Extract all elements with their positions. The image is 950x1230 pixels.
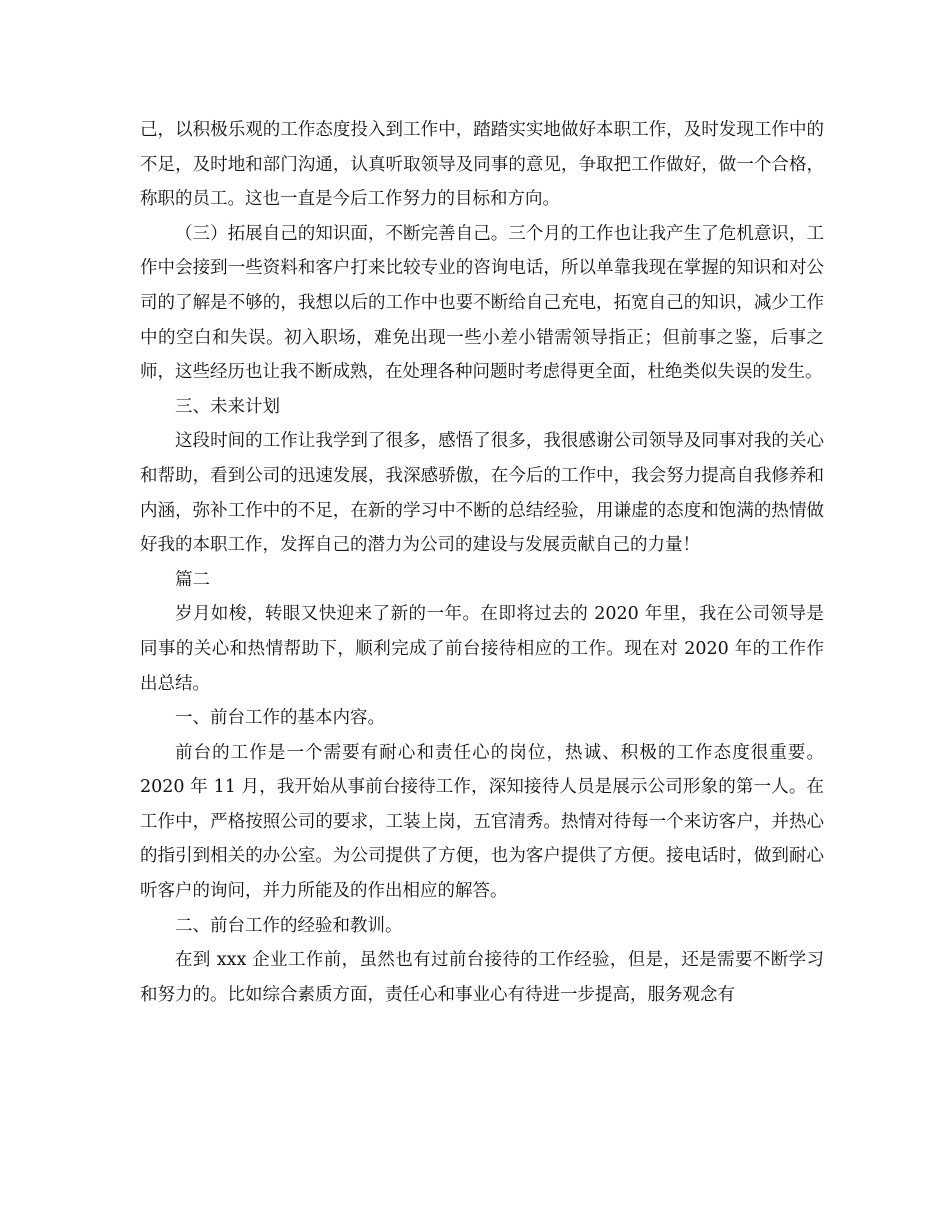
paragraph-continuation: 己，以积极乐观的工作态度投入到工作中，踏踏实实地做好本职工作，及时发现工作中的不足，及时地和部门沟通，认真听取领导及同事的意见，争取把工作做好，做一个合格，称职的员工。这也一直是今后工作努力的目标和方向。 — [140, 120, 824, 210]
paragraph-experience: 在到 xxx 企业工作前，虽然也有过前台接待的工作经验，但是，还是需要不断学习和努力的。比如综合素质方面，责任心和事业心有待进一步提高，服务观念有 — [140, 950, 824, 1005]
paragraph-year-summary: 岁月如梭，转眼又快迎来了新的一年。在即将过去的 2020 年里，我在公司领导是同事的关心和热情帮助下，顺利完成了前台接待相应的工作。现在对 2020 年的工作作出总结。 — [140, 604, 824, 694]
section-heading-experience: 二、前台工作的经验和教训。 — [175, 915, 403, 936]
paragraph-expand-knowledge: （三）拓展自己的知识面，不断完善自己。三个月的工作也让我产生了危机意识，工作中会接到一些资料和客户打来比较专业的咨询电话，所以单靠我现在掌握的知识和对公司的了解是不够的，我想以后的工作中也要不断给自己充电，拓宽自己的知识，减少工作中的空白和失误。初入职场，难免出现一些小差小错需领导指正；但前事之鉴，后事之师，这些经历也让我不断成熟，在处理各种问题时考虑得更全面，杜绝类似失误的发生。 — [140, 223, 824, 383]
section-heading-part-two: 篇二 — [175, 569, 210, 590]
section-heading-future-plan: 三、未来计划 — [175, 396, 280, 417]
paragraph-basic-content: 前台的工作是一个需要有耐心和责任心的岗位，热诚、积极的工作态度很重要。2020 年 11 月，我开始从事前台接待工作，深知接待人员是展示公司形象的第一人。在工作中，严格按照公司的要求，工装上岗，五官清秀。热情对待每一个来访客户，并热心的指引到相关的办公室。为公司提供了方便，也为客户提供了方便。接电话时，做到耐心听客户的询问，并力所能及的作出相应的解答。 — [140, 742, 824, 902]
section-heading-basic-content: 一、前台工作的基本内容。 — [175, 708, 385, 729]
document-body — [140, 113, 824, 1012]
paragraph-future-plan: 这段时间的工作让我学到了很多，感悟了很多，我很感谢公司领导及同事对我的关心和帮助，看到公司的迅速发展，我深感骄傲，在今后的工作中，我会努力提高自我修养和内涵，弥补工作中的不足，在新的学习中不断的总结经验，用谦虚的态度和饱满的热情做好我的本职工作，发挥自己的潜力为公司的建设与发展贡献自己的力量！ — [140, 431, 824, 556]
